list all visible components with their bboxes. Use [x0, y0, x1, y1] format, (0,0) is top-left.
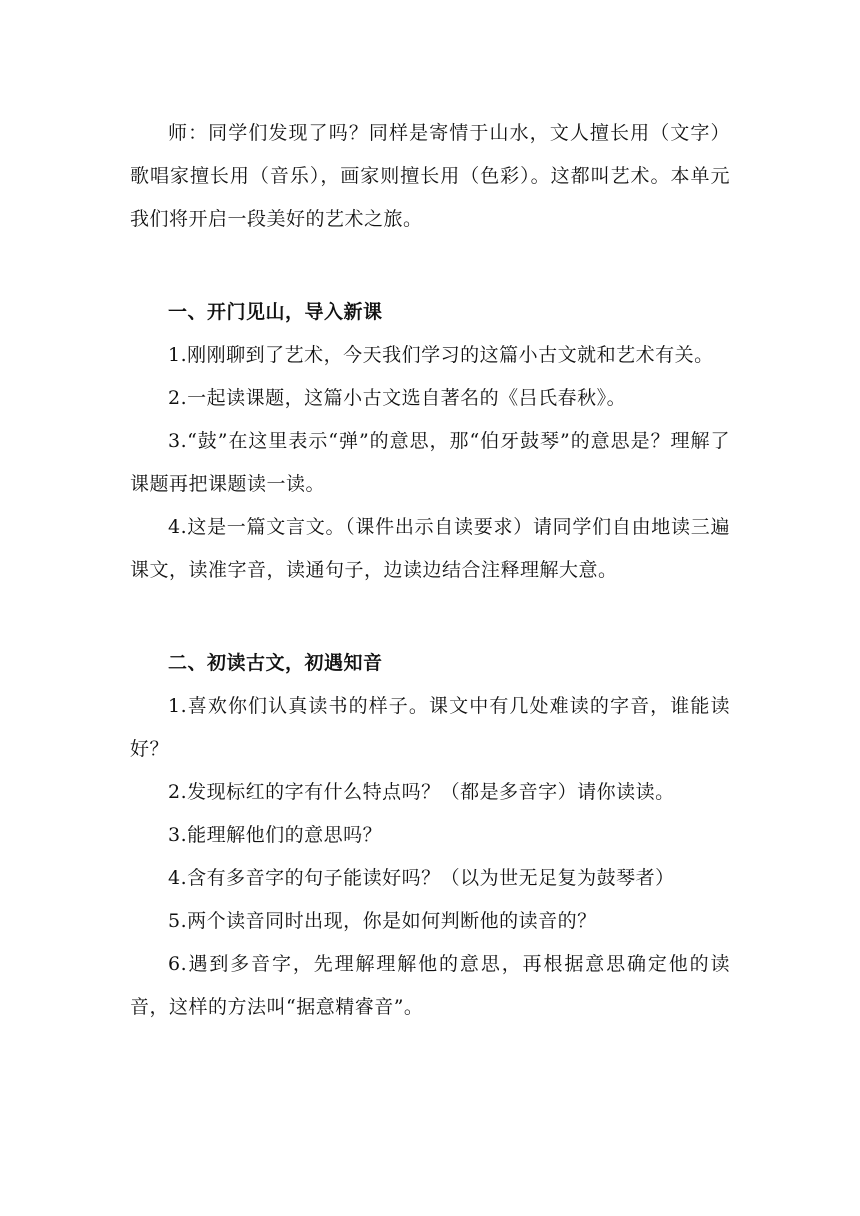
section-2-item-1: 1.喜欢你们认真读书的样子。课文中有几处难读的字音，谁能读好？ [130, 695, 730, 760]
section-2-item-6: 6.遇到多音字，先理解理解他的意思，再根据意思确定他的读音，这样的方法叫“据意精睿音”。 [130, 953, 730, 1018]
section-1-heading: 一、开门见山，导入新课 [168, 301, 383, 323]
document-page [130, 112, 730, 1029]
section-1-item-1: 1.刚刚聊到了艺术，今天我们学习的这篇小古文就和艺术有关。 [168, 344, 714, 366]
section-1 [130, 291, 730, 592]
spacer [130, 592, 730, 642]
section-1-item-2: 2.一起读课题，这篇小古文选自著名的《吕氏春秋》。 [168, 387, 627, 409]
section-2-item-2: 2.发现标红的字有什么特点吗？（都是多音字）请你读读。 [168, 781, 675, 803]
section-2-item-5: 5.两个读音同时出现，你是如何判断他的读音的？ [168, 910, 597, 932]
section-1-item-3: 3.“鼓”在这里表示“弹”的意思，那“伯牙鼓琴”的意思是？理解了课题再把课题读一读。 [130, 430, 730, 495]
intro-paragraph: 师：同学们发现了吗？同样是寄情于山水，文人擅长用（文字）歌唱家擅长用（音乐），画家则擅长用（色彩）。这都叫艺术。本单元我们将开启一段美好的艺术之旅。 [130, 122, 730, 230]
section-2-item-3: 3.能理解他们的意思吗？ [168, 824, 383, 846]
section-2-heading: 二、初读古文，初遇知音 [168, 652, 383, 674]
section-2 [130, 642, 730, 1029]
section-1-item-4: 4.这是一篇文言文。（课件出示自读要求）请同学们自由地读三遍课文，读准字音，读通句子，边读边结合注释理解大意。 [130, 516, 730, 581]
section-2-item-4: 4.含有多音字的句子能读好吗？（以为世无足复为鼓琴者） [168, 867, 675, 889]
spacer [130, 241, 730, 291]
